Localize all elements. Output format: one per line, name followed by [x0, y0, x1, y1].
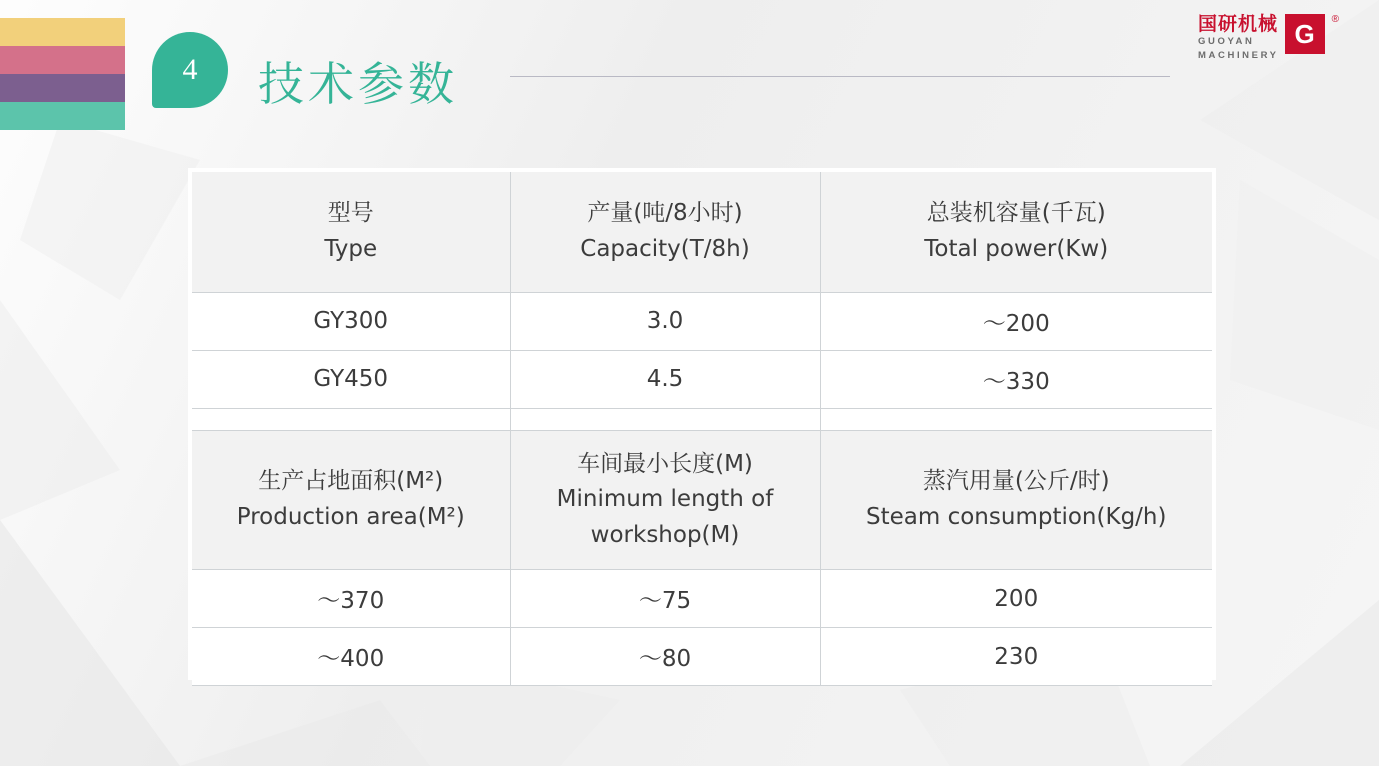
logo-mark-icon: G [1285, 14, 1325, 54]
header-type-en: Type [324, 235, 378, 262]
table-row [192, 628, 1212, 686]
header-workshop-length [510, 430, 820, 570]
cell-length-row2: ～80 [510, 628, 820, 686]
spacer-cell [192, 408, 510, 430]
header-capacity-cn: 产量(吨/8小时) [587, 200, 743, 227]
specifications-panel [188, 168, 1216, 680]
registered-trademark-icon: ® [1331, 14, 1339, 25]
company-logo [1198, 14, 1339, 63]
header-production-area [192, 430, 510, 570]
cell-type-gy450: GY450 [192, 350, 510, 408]
cell-capacity-gy450: 4.5 [510, 350, 820, 408]
header-workshop-length-en: Minimum length of workshop(M) [556, 486, 774, 548]
table-header-row-lower [192, 430, 1212, 570]
cell-area-row2: ～400 [192, 628, 510, 686]
cell-area-row1: ～370 [192, 570, 510, 628]
cell-steam-row1: 200 [820, 570, 1212, 628]
header-workshop-length-cn: 车间最小长度(M) [577, 450, 753, 477]
table-header-row-upper [192, 172, 1212, 292]
cell-length-row1: ～75 [510, 570, 820, 628]
header-production-area-en: Production area(M²) [236, 503, 465, 530]
cell-power-gy300: ～200 [820, 292, 1212, 350]
header-total-power-en: Total power(Kw) [924, 235, 1109, 262]
bar-purple [0, 74, 125, 102]
specifications-table [192, 172, 1212, 686]
header-total-power [820, 172, 1212, 292]
cell-steam-row2: 230 [820, 628, 1212, 686]
bar-yellow [0, 18, 125, 46]
logo-text [1198, 14, 1279, 63]
table-row [192, 570, 1212, 628]
logo-english-line1: GUOYAN [1198, 35, 1255, 47]
logo-chinese-name: 国研机械 [1198, 13, 1279, 35]
header-type [192, 172, 510, 292]
cell-type-gy300: GY300 [192, 292, 510, 350]
spacer-cell [510, 408, 820, 430]
cell-power-gy450: ～330 [820, 350, 1212, 408]
header-capacity [510, 172, 820, 292]
bar-pink [0, 46, 125, 74]
page-title: 技术参数 [258, 57, 458, 111]
table-spacer-row [192, 408, 1212, 430]
title-divider [510, 76, 1170, 77]
header-type-cn: 型号 [327, 200, 374, 227]
decorative-color-bars [0, 18, 125, 130]
header-total-power-cn: 总装机容量(千瓦) [926, 200, 1106, 227]
logo-english-line2: MACHINERY [1198, 50, 1279, 62]
cell-capacity-gy300: 3.0 [510, 292, 820, 350]
section-number-badge [152, 32, 228, 108]
header-capacity-en: Capacity(T/8h) [580, 235, 750, 262]
header-steam-consumption-en: Steam consumption(Kg/h) [866, 503, 1167, 530]
header-steam-consumption-cn: 蒸汽用量(公斤/时) [922, 468, 1110, 495]
table-row [192, 292, 1212, 350]
header-steam-consumption [820, 430, 1212, 570]
header-production-area-cn: 生产占地面积(M²) [258, 468, 444, 495]
spacer-cell [820, 408, 1212, 430]
section-number: 4 [182, 53, 198, 86]
bar-teal [0, 102, 125, 130]
table-row [192, 350, 1212, 408]
